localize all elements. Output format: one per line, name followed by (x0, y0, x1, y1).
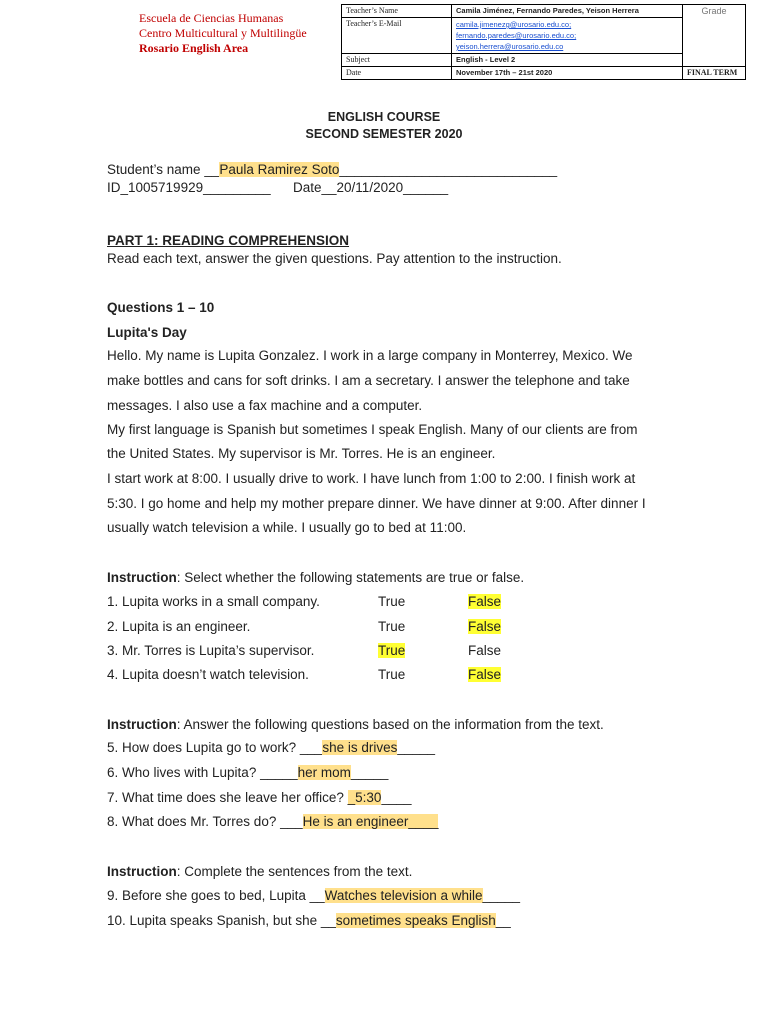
answer-blank: _____ (350, 765, 389, 780)
answer-text[interactable]: she is drives (322, 740, 398, 755)
student-name-prefix: Student’s name __ (107, 162, 220, 177)
qa-item (107, 740, 435, 755)
tf-item (107, 619, 502, 634)
story-line: 5:30. I go home and help my mother prepare dinner. We have dinner at 9:00. After dinner I (107, 496, 646, 511)
story-line: messages. I also use a fax machine and a computer. (107, 398, 423, 413)
complete-instruction (107, 864, 412, 879)
email-link-2[interactable]: fernando.paredes@urosario.edu.co; (456, 31, 577, 40)
qa-item (107, 814, 438, 829)
tf-statement: 3. Mr. Torres is Lupita’s supervisor. (107, 643, 315, 658)
tf-false-option[interactable]: False (468, 619, 502, 634)
question-text: 6. Who lives with Lupita? _____ (107, 765, 298, 780)
question-text: 8. What does Mr. Torres do? ___ (107, 814, 303, 829)
tf-true-option[interactable]: True (378, 619, 406, 634)
teacher-name-value: Camila Jiménez, Fernando Paredes, Yeison Herrera (452, 5, 683, 18)
course-info-table (341, 4, 746, 80)
part1-heading: PART 1: READING COMPREHENSION (107, 233, 350, 248)
answer-text[interactable]: _5:30 (347, 790, 382, 805)
student-name-suffix: _____________________________ (339, 162, 558, 177)
final-term-label: FINAL TERM (683, 67, 746, 80)
grade-cell: Grade (683, 5, 746, 67)
tf-false-option[interactable]: False (468, 667, 502, 682)
qa-item (107, 765, 388, 780)
instruction-label: Instruction (107, 570, 177, 585)
story-line: My first language is Spanish but sometimes I speak English. Many of our clients are from (107, 422, 638, 437)
story-line: the United States. My supervisor is Mr. Torres. He is an engineer. (107, 446, 496, 461)
email-label: Teacher’s E-Mail (342, 18, 452, 54)
student-name-line (107, 162, 557, 177)
tf-instruction-text: : Select whether the following statements are true or false. (176, 570, 525, 585)
story-line: make bottles and cans for soft drinks. I am a secretary. I answer the telephone and take (107, 373, 630, 388)
complete-instruction-text: : Complete the sentences from the text. (176, 864, 413, 879)
date-label: Date (342, 67, 452, 80)
school-line-1: Escuela de Ciencias Humanas (139, 11, 284, 25)
qa-item (107, 790, 411, 805)
qa-instruction (107, 717, 604, 732)
subject-value: English - Level 2 (452, 54, 683, 67)
complete-item (107, 888, 520, 903)
school-line-3: Rosario English Area (139, 41, 249, 55)
tf-true-option[interactable]: True (378, 667, 406, 682)
complete-item (107, 913, 511, 928)
question-text: 5. How does Lupita go to work? ___ (107, 740, 323, 755)
student-date: Date__20/11/2020______ (293, 180, 449, 195)
story-line: Hello. My name is Lupita Gonzalez. I work in a large company in Monterrey, Mexico. We (107, 348, 633, 363)
tf-true-option[interactable]: True (378, 643, 406, 658)
course-title: ENGLISH COURSE (327, 110, 441, 124)
answer-text[interactable]: He is an engineer____ (302, 814, 439, 829)
instruction-label: Instruction (107, 864, 177, 879)
answer-blank: __ (495, 913, 511, 928)
questions-heading: Questions 1 – 10 (107, 300, 215, 315)
qa-instruction-text: : Answer the following questions based on the information from the text. (176, 717, 604, 732)
story-line: I start work at 8:00. I usually drive to work. I have lunch from 1:00 to 2:00. I finish work at (107, 471, 636, 486)
email-values (452, 18, 683, 54)
instruction-label: Instruction (107, 717, 177, 732)
sentence-text: 9. Before she goes to bed, Lupita __ (107, 888, 325, 903)
student-id: ID_1005719929_________ (107, 180, 271, 195)
semester-title: SECOND SEMESTER 2020 (305, 127, 463, 141)
tf-statement: 4. Lupita doesn’t watch television. (107, 667, 309, 682)
student-name-value: Paula Ramirez Soto (219, 162, 340, 177)
answer-text[interactable]: sometimes speaks English (335, 913, 496, 928)
tf-item (107, 594, 502, 609)
answer-blank: ____ (381, 790, 412, 805)
school-line-2: Centro Multicultural y Multilingüe (139, 26, 307, 40)
tf-statement: 1. Lupita works in a small company. (107, 594, 320, 609)
answer-text[interactable]: her mom (297, 765, 351, 780)
email-link-3[interactable]: yeison.herrera@urosario.edu.co (456, 42, 564, 51)
answer-blank: _____ (397, 740, 435, 755)
tf-item (107, 667, 502, 682)
answer-text[interactable]: Watches television a while (324, 888, 483, 903)
part1-instruction: Read each text, answer the given questions. Pay attention to the instruction. (107, 251, 562, 266)
date-value: November 17th – 21st 2020 (452, 67, 683, 80)
question-text: 7. What time does she leave her office? (107, 790, 348, 805)
tf-instruction (107, 570, 524, 585)
tf-false-option[interactable]: False (468, 594, 502, 609)
tf-false-option[interactable]: False (468, 643, 502, 658)
tf-statement: 2. Lupita is an engineer. (107, 619, 251, 634)
subject-label: Subject (342, 54, 452, 67)
email-link-1[interactable]: camila.jimenezg@urosario.edu.co; (456, 20, 572, 29)
story-title: Lupita's Day (107, 325, 187, 340)
sentence-text: 10. Lupita speaks Spanish, but she __ (107, 913, 336, 928)
teacher-name-label: Teacher’s Name (342, 5, 452, 18)
school-info (139, 11, 307, 56)
tf-true-option[interactable]: True (378, 594, 406, 609)
tf-item (107, 643, 502, 658)
answer-blank: _____ (482, 888, 521, 903)
story-line: usually watch television a while. I usually go to bed at 11:00. (107, 520, 467, 535)
